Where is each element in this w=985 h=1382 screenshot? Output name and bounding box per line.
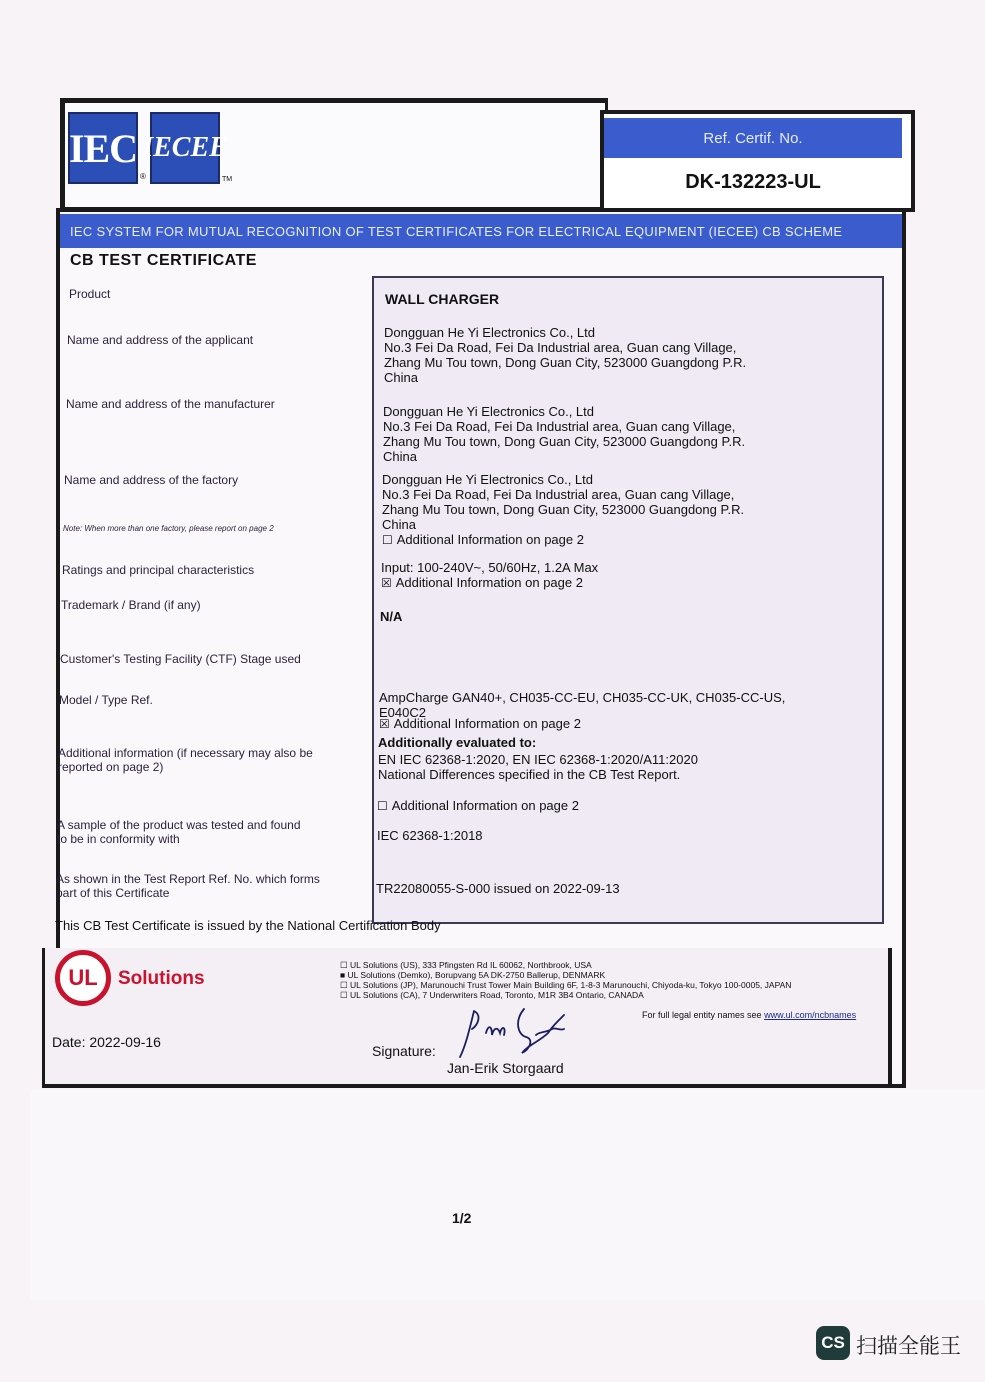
checkbox-unchecked-icon: ☐ — [382, 533, 393, 547]
factory-additional-info — [382, 532, 584, 548]
label-model: Model / Type Ref. — [59, 693, 153, 707]
legal-entity-note — [642, 1010, 856, 1020]
label-test-report — [56, 872, 320, 900]
label-product: Product — [69, 287, 111, 301]
address-line: China — [382, 517, 416, 532]
additional-info-text: Additional Information on page 2 — [395, 575, 583, 590]
address-line: China — [384, 370, 418, 385]
address-line: Zhang Mu Tou town, Dong Guan City, 523000 Guangdong P.R. — [384, 355, 747, 370]
ul-address-jp: ☐ UL Solutions (JP), Marunouchi Trust Tower Main Building 6F, 1-8-3 Marunouchi, Chiyoda-ku, Tokyo 100-0005, JAPAN — [340, 980, 792, 990]
sample-additional-info — [377, 798, 579, 814]
address-line: No.3 Fei Da Road, Fei Da Industrial area, Guan cang Village, — [382, 487, 735, 502]
value-product: WALL CHARGER — [385, 291, 500, 307]
label-factory: Name and address of the factory — [64, 473, 239, 487]
checkbox-checked-icon: ☒ — [381, 576, 392, 590]
signer-name: Jan-Erik Storgaard — [447, 1060, 564, 1076]
value-applicant — [384, 325, 746, 385]
label-sample — [57, 818, 301, 846]
label-additional-info — [58, 746, 313, 774]
label-additional-line: reported on page 2) — [58, 760, 164, 774]
address-line: Dongguan He Yi Electronics Co., Ltd — [383, 404, 595, 419]
additional-info-text: Additional Information on page 2 — [396, 532, 584, 547]
value-ratings: Input: 100-240V~, 50/60Hz, 1.2A Max — [381, 560, 599, 575]
camscanner-watermark: 扫描全能王 — [856, 1334, 961, 1358]
additional-info-text: Additional Information on page 2 — [393, 716, 581, 731]
address-line: Dongguan He Yi Electronics Co., Ltd — [384, 325, 596, 340]
model-additional-info — [379, 716, 581, 732]
label-ctf: Customer's Testing Facility (CTF) Stage used — [60, 652, 301, 666]
value-test-report: TR22080055-S-000 issued on 2022-09-13 — [376, 881, 620, 896]
registered-mark: ® — [140, 172, 146, 181]
value-standard: IEC 62368-1:2018 — [377, 828, 483, 843]
label-applicant: Name and address of the applicant — [67, 333, 254, 347]
label-factory-note: Note: When more than one factory, please report on page 2 — [63, 524, 274, 533]
legal-entity-text: For full legal entity names see — [642, 1010, 762, 1020]
ul-address-us: ☐ UL Solutions (US), 333 Pfingsten Rd IL 60062, Northbrook, USA — [340, 960, 592, 970]
label-trademark: Trademark / Brand (if any) — [61, 598, 201, 612]
address-line: Dongguan He Yi Electronics Co., Ltd — [382, 472, 594, 487]
ul-address-ca: ☐ UL Solutions (CA), 7 Underwriters Road, Toronto, M1R 3B4 Ontario, CANADA — [340, 990, 644, 1000]
address-line: No.3 Fei Da Road, Fei Da Industrial area, Guan cang Village, — [383, 419, 736, 434]
address-line: Zhang Mu Tou town, Dong Guan City, 523000 Guangdong P.R. — [382, 502, 745, 517]
certificate-title: CB TEST CERTIFICATE — [70, 252, 257, 269]
address-line: China — [383, 449, 417, 464]
additional-national-differences: National Differences specified in the CB Test Report. — [378, 767, 681, 782]
address-line: Zhang Mu Tou town, Dong Guan City, 523000 Guangdong P.R. — [383, 434, 746, 449]
additional-heading: Additionally evaluated to: — [378, 735, 537, 750]
ul-logo: UL — [55, 950, 111, 1006]
value-trademark: N/A — [380, 609, 403, 624]
additional-info-text: Additional Information on page 2 — [391, 798, 579, 813]
page-background-lower — [30, 1090, 985, 1300]
label-sample-line: A sample of the product was tested and found — [57, 818, 301, 832]
ul-address-demko: ■ UL Solutions (Demko), Borupvang 5A DK-2750 Ballerup, DENMARK — [340, 970, 606, 980]
additional-standards: EN IEC 62368-1:2020, EN IEC 62368-1:2020/A11:2020 — [378, 752, 698, 767]
page-number: 1/2 — [452, 1210, 472, 1226]
label-report-line: part of this Certificate — [56, 886, 170, 900]
camscanner-badge: CS — [816, 1326, 850, 1360]
checkbox-unchecked-icon: ☐ — [377, 799, 388, 813]
trademark-mark: TM — [222, 176, 233, 183]
iecee-logo: IECEE — [150, 112, 220, 184]
iecee-banner: IEC SYSTEM FOR MUTUAL RECOGNITION OF TEST CERTIFICATES FOR ELECTRICAL EQUIPMENT (IECEE) CB SCHEME — [60, 214, 902, 248]
issued-by-statement: This CB Test Certificate is issued by the National Certification Body — [55, 918, 441, 933]
label-sample-line: to be in conformity with — [57, 832, 180, 846]
value-manufacturer — [383, 404, 745, 464]
ul-solutions-wordmark: Solutions — [118, 968, 205, 989]
ref-certificate-label: Ref. Certif. No. — [604, 118, 902, 158]
label-additional-line: Additional information (if necessary may also be — [58, 746, 313, 760]
ref-certificate-number: DK-132223-UL — [685, 170, 821, 193]
signature-image — [452, 1005, 582, 1065]
value-additional-evaluation — [378, 735, 698, 782]
signature-label: Signature: — [372, 1043, 436, 1059]
model-line: AmpCharge GAN40+, CH035-CC-EU, CH035-CC-UK, CH035-CC-US, — [379, 690, 786, 705]
label-ratings: Ratings and principal characteristics — [62, 563, 255, 577]
address-line: No.3 Fei Da Road, Fei Da Industrial area, Guan cang Village, — [384, 340, 737, 355]
value-factory — [382, 472, 744, 532]
legal-entity-link[interactable]: www.ul.com/ncbnames — [764, 1010, 857, 1020]
label-manufacturer: Name and address of the manufacturer — [66, 397, 275, 411]
issue-date: Date: 2022-09-16 — [52, 1034, 161, 1050]
label-report-line: As shown in the Test Report Ref. No. which forms — [56, 872, 320, 886]
ratings-additional-info — [381, 575, 583, 591]
checkbox-checked-icon: ☒ — [379, 717, 390, 731]
iec-logo: IEC — [68, 112, 138, 184]
model-line: E040C2 — [379, 705, 426, 720]
